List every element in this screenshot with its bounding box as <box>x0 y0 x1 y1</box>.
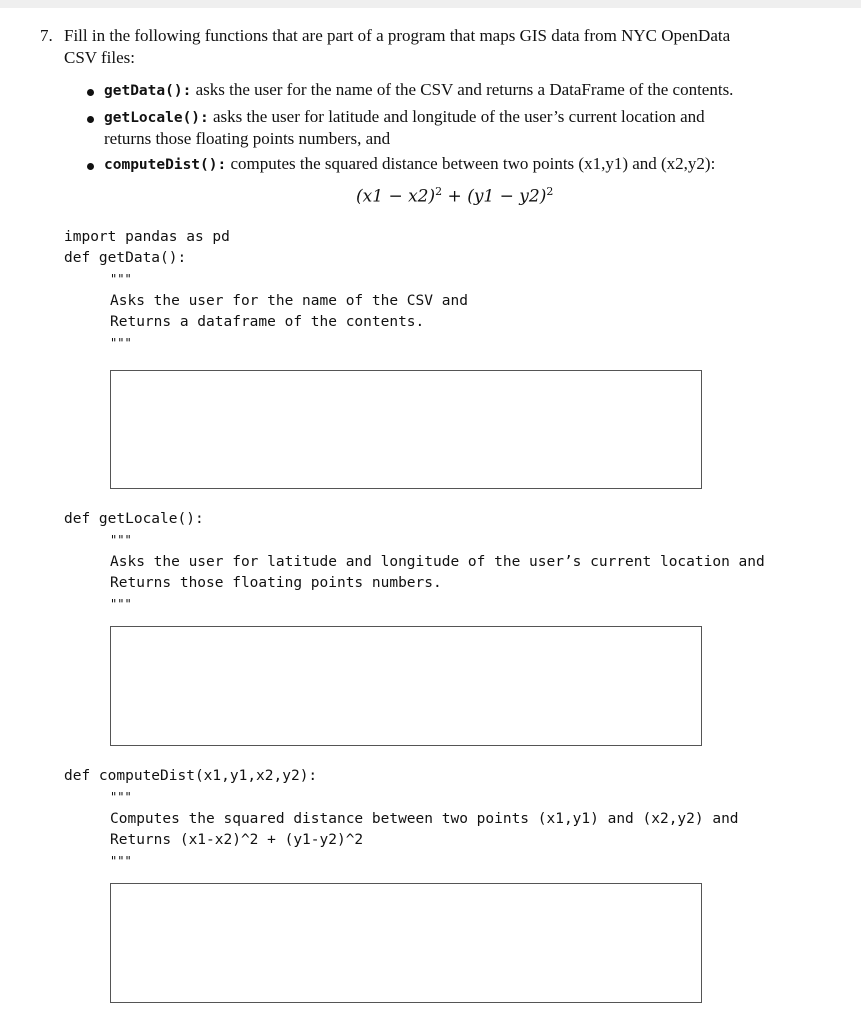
docstring-close: """ <box>110 854 132 868</box>
bullet-dot <box>87 89 94 96</box>
code-def-getlocale: def getLocale(): <box>64 511 204 527</box>
formula-term2: (y1 − y2) <box>467 186 547 207</box>
bullet-computedist <box>104 154 715 174</box>
docstring-open: """ <box>110 790 132 804</box>
formula-exp2: 2 <box>546 185 554 198</box>
bullet-getdata <box>104 80 733 100</box>
code-def-getdata: def getData(): <box>64 250 187 266</box>
bullet-getlocale <box>104 107 705 127</box>
formula-exp1: 2 <box>435 185 443 198</box>
docstring-open: """ <box>110 533 132 547</box>
answer-box-getlocale[interactable] <box>110 626 702 746</box>
code-def-computedist: def computeDist(x1,y1,x2,y2): <box>64 768 318 784</box>
distance-formula <box>356 185 553 207</box>
bullet-fn-computedist: computeDist(): <box>104 157 227 173</box>
bullet-dot <box>87 163 94 170</box>
answer-box-getdata[interactable] <box>110 370 702 489</box>
formula-plus: + <box>442 186 468 207</box>
docstring-line2: Returns (x1-x2)^2 + (y1-y2)^2 <box>110 832 364 848</box>
bullet-getlocale-line2: returns those floating points numbers, and <box>104 129 391 148</box>
docstring-close: """ <box>110 336 132 350</box>
docstring-close: """ <box>110 597 132 611</box>
bullet-dot <box>87 116 94 123</box>
docstring-line1: Asks the user for the name of the CSV and <box>110 293 468 309</box>
question-text-line2: CSV files: <box>64 48 136 67</box>
docstring-line1: Asks the user for latitude and longitude of the user’s current location and <box>110 554 765 570</box>
code-import-line: import pandas as pd <box>64 229 230 245</box>
formula-term1: (x1 − x2) <box>356 186 436 207</box>
docstring-line2: Returns a dataframe of the contents. <box>110 314 425 330</box>
question-number: 7. <box>40 26 53 45</box>
bullet-text-computedist: computes the squared distance between two points (x1,y1) and (x2,y2): <box>226 154 716 173</box>
bullet-fn-getdata: getData(): <box>104 83 192 99</box>
answer-box-computedist[interactable] <box>110 883 702 1003</box>
question-text-line1: Fill in the following functions that are part of a program that maps GIS data from NYC OpenData <box>64 26 731 45</box>
docstring-line2: Returns those floating points numbers. <box>110 575 442 591</box>
bullet-fn-getlocale: getLocale(): <box>104 110 209 126</box>
docstring-open: """ <box>110 272 132 286</box>
bullet-text-getlocale: asks the user for latitude and longitude of the user’s current location and <box>208 107 705 126</box>
top-band <box>0 0 861 8</box>
docstring-line1: Computes the squared distance between two points (x1,y1) and (x2,y2) and <box>110 811 739 827</box>
bullet-text-getdata: asks the user for the name of the CSV and returns a DataFrame of the contents. <box>191 80 734 99</box>
